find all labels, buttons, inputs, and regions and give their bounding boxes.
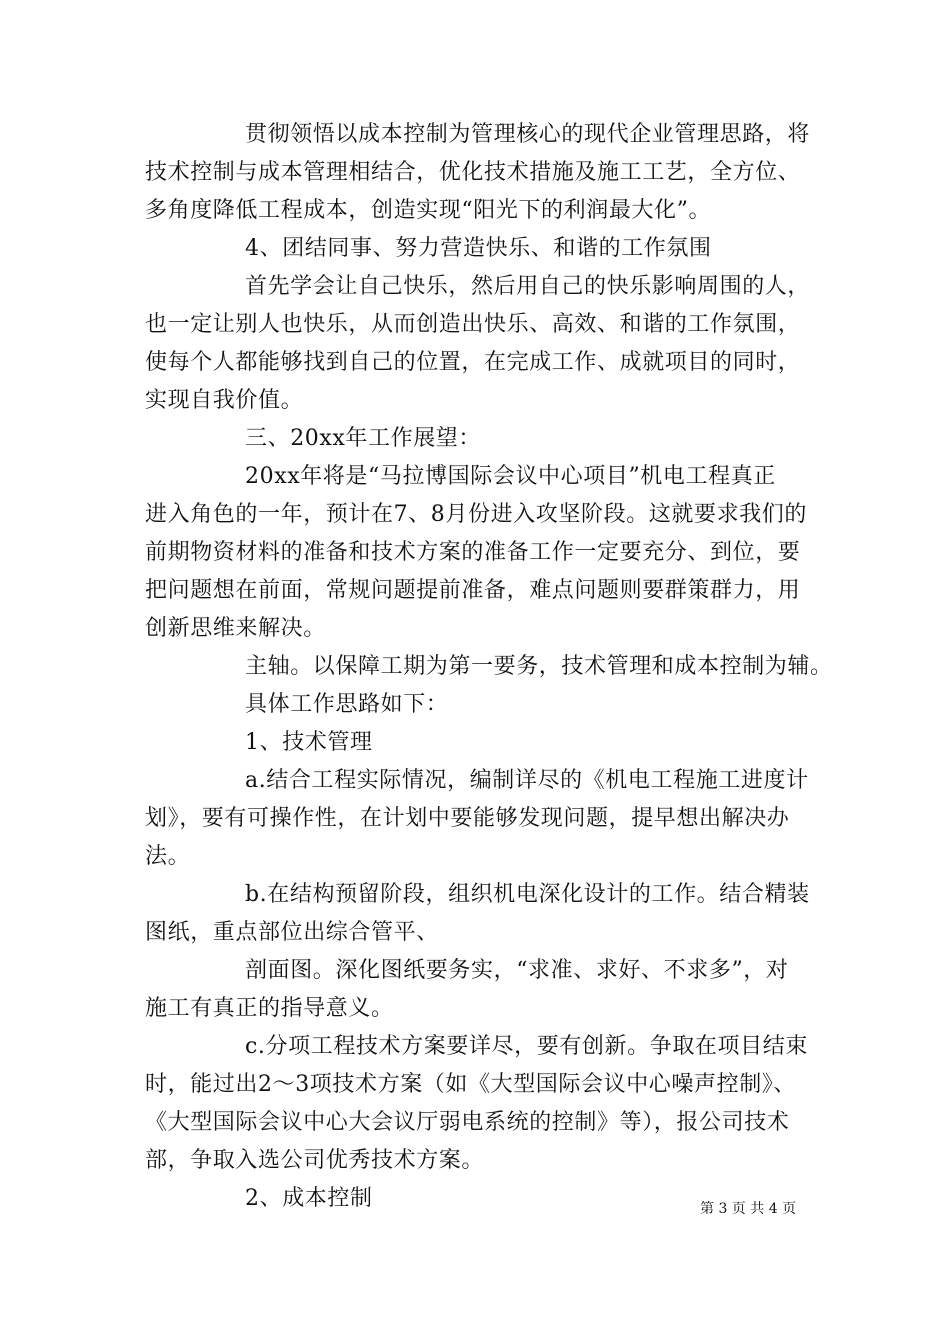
page-number-footer: 第 3 页 共 4 页 [700,1201,797,1217]
text-line: 进入角色的一年，预计在7、8月份进入攻坚阶段。这就要求我们的 [145,502,807,527]
text-line: 主轴。以保障工期为第一要务，技术管理和成本控制为辅。 [245,654,833,679]
text-line: 时，能过出2～3项技术方案（如《大型国际会议中心噪声控制》、 [145,1072,796,1097]
text-line: 也一定让别人也快乐，从而创造出快乐、高效、和谐的工作氛围， [145,312,801,337]
text-line: 部，争取入选公司优秀技术方案。 [145,1148,485,1173]
text-line: 20xx年将是“马拉博国际会议中心项目”机电工程真正 [245,464,776,489]
section-heading: 2、成本控制 [245,1186,373,1211]
section-heading: 1、技术管理 [245,730,373,755]
text-line: 首先学会让自己快乐，然后用自己的快乐影响周围的人， [245,274,811,299]
text-line: 贯彻领悟以成本控制为管理核心的现代企业管理思路，将 [245,122,811,147]
text-line: 划》，要有可操作性，在计划中要能够发现问题，提早想出解决办 [145,806,790,831]
text-line: c.分项工程技术方案要详尽，要有创新。争取在项目结束 [245,1034,808,1059]
text-line: 图纸，重点部位出综合管平、 [145,920,439,945]
text-line: 法。 [145,844,191,869]
text-line: a.结合工程实际情况，编制详尽的《机电工程施工进度计 [245,768,809,793]
text-line: 具体工作思路如下： [245,692,449,717]
text-line: 多角度降低工程成本，创造实现“阳光下的利润最大化”。 [145,198,712,223]
text-line: 剖面图。深化图纸要务实，“求准、求好、不求多”，对 [245,958,789,983]
text-line: 技术控制与成本管理相结合，优化技术措施及施工工艺，全方位、 [145,160,801,185]
text-line: 使每个人都能够找到自己的位置，在完成工作、成就项目的同时， [145,350,801,375]
text-line: 把问题想在前面，常规问题提前准备，难点问题则要群策群力，用 [145,578,801,603]
text-line: 前期物资材料的准备和技术方案的准备工作一定要充分、到位，要 [145,540,801,565]
text-line: b.在结构预留阶段，组织机电深化设计的工作。结合精装 [245,882,810,907]
text-line: 实现自我价值。 [145,388,304,413]
section-heading: 4、团结同事、努力营造快乐、和谐的工作氛围 [245,236,712,261]
text-line: 创新思维来解决。 [145,616,326,641]
text-line: 《大型国际会议中心大会议厅弱电系统的控制》等），报公司技术 [145,1110,790,1135]
text-line: 施工有真正的指导意义。 [145,996,394,1021]
section-heading: 三、20xx年工作展望： [245,426,482,451]
